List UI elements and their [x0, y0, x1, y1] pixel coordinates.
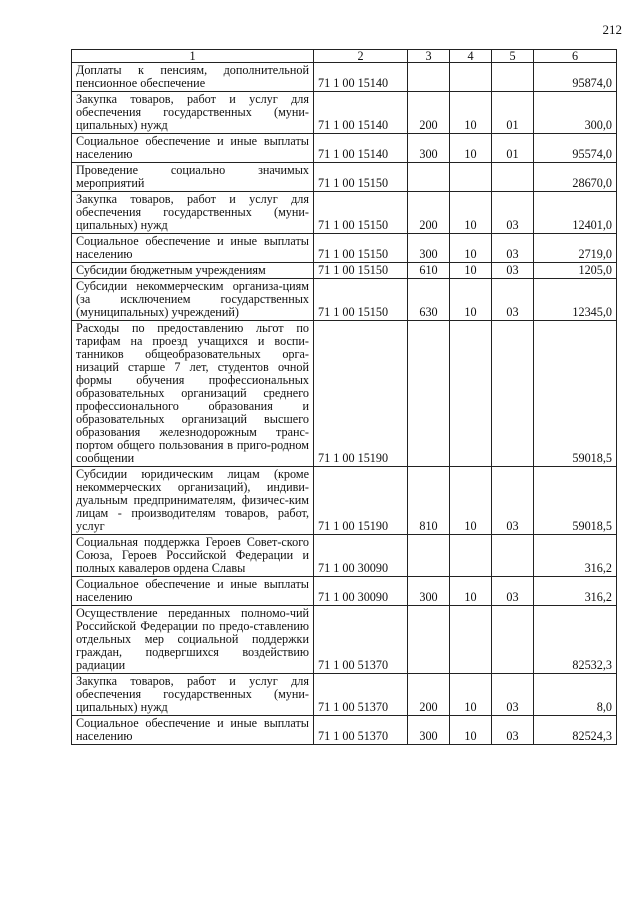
- row-subsection: 01: [492, 92, 534, 134]
- row-target-code: 71 1 00 30090: [314, 535, 408, 577]
- row-amount: 95874,0: [534, 63, 617, 92]
- column-header: 1: [72, 50, 314, 63]
- row-description: Социальное обеспечение и иные выплаты населению: [72, 577, 314, 606]
- row-target-code: 71 1 00 51370: [314, 716, 408, 745]
- row-subsection: [492, 63, 534, 92]
- table-row: [72, 234, 617, 263]
- row-subsection: 03: [492, 192, 534, 234]
- row-target-code: 71 1 00 15190: [314, 467, 408, 535]
- row-target-code: 71 1 00 15150: [314, 234, 408, 263]
- row-expense-type: 610: [408, 263, 450, 279]
- row-section: [450, 606, 492, 674]
- row-expense-type: 300: [408, 716, 450, 745]
- row-description: Социальное обеспечение и иные выплаты населению: [72, 716, 314, 745]
- table-row: [72, 134, 617, 163]
- row-section: [450, 321, 492, 467]
- row-amount: 28670,0: [534, 163, 617, 192]
- row-subsection: 03: [492, 674, 534, 716]
- table-row: [72, 321, 617, 467]
- row-amount: 316,2: [534, 535, 617, 577]
- row-amount: 1205,0: [534, 263, 617, 279]
- table-row: [72, 606, 617, 674]
- row-amount: 82532,3: [534, 606, 617, 674]
- row-section: 10: [450, 192, 492, 234]
- row-target-code: 71 1 00 30090: [314, 577, 408, 606]
- row-subsection: [492, 321, 534, 467]
- row-subsection: 03: [492, 279, 534, 321]
- row-description: Осуществление переданных полномо-чий Российской Федерации по предо-ставлению отдельных мер социальной поддержки граждан, подвергшихся воздействию радиации: [72, 606, 314, 674]
- row-amount: 12401,0: [534, 192, 617, 234]
- row-description: Субсидии юридическим лицам (кроме некоммерческих организаций), индиви-дуальным предпринимателям, физичес-ким лицам - производителям товаров, работ, услуг: [72, 467, 314, 535]
- row-description: Проведение социально значимых мероприятий: [72, 163, 314, 192]
- table-row: [72, 192, 617, 234]
- row-amount: 59018,5: [534, 467, 617, 535]
- row-amount: 82524,3: [534, 716, 617, 745]
- row-amount: 2719,0: [534, 234, 617, 263]
- row-expense-type: [408, 606, 450, 674]
- row-subsection: 03: [492, 263, 534, 279]
- row-description: Доплаты к пенсиям, дополнительной пенсионное обеспечение: [72, 63, 314, 92]
- row-expense-type: [408, 321, 450, 467]
- table-row: [72, 577, 617, 606]
- row-amount: 8,0: [534, 674, 617, 716]
- table-row: [72, 467, 617, 535]
- row-amount: 316,2: [534, 577, 617, 606]
- row-expense-type: 630: [408, 279, 450, 321]
- row-section: [450, 63, 492, 92]
- row-subsection: [492, 163, 534, 192]
- row-target-code: 71 1 00 51370: [314, 674, 408, 716]
- column-header: 5: [492, 50, 534, 63]
- row-target-code: 71 1 00 15150: [314, 263, 408, 279]
- table-row: [72, 279, 617, 321]
- row-amount: 95574,0: [534, 134, 617, 163]
- row-expense-type: 300: [408, 234, 450, 263]
- row-expense-type: [408, 63, 450, 92]
- column-header: 2: [314, 50, 408, 63]
- row-section: 10: [450, 134, 492, 163]
- row-section: [450, 535, 492, 577]
- row-expense-type: 200: [408, 192, 450, 234]
- table-row: [72, 92, 617, 134]
- row-description: Закупка товаров, работ и услуг для обеспечения государственных (муни-ципальных) нужд: [72, 192, 314, 234]
- table-row: [72, 716, 617, 745]
- row-subsection: 01: [492, 134, 534, 163]
- budget-table: [71, 49, 617, 745]
- row-subsection: 03: [492, 467, 534, 535]
- row-target-code: 71 1 00 51370: [314, 606, 408, 674]
- row-description: Социальное обеспечение и иные выплаты населению: [72, 234, 314, 263]
- row-description: Социальное обеспечение и иные выплаты населению: [72, 134, 314, 163]
- row-expense-type: 300: [408, 134, 450, 163]
- table-row: [72, 263, 617, 279]
- row-target-code: 71 1 00 15140: [314, 134, 408, 163]
- row-target-code: 71 1 00 15150: [314, 192, 408, 234]
- row-subsection: [492, 606, 534, 674]
- row-target-code: 71 1 00 15150: [314, 279, 408, 321]
- table-row: [72, 163, 617, 192]
- row-expense-type: 810: [408, 467, 450, 535]
- row-subsection: [492, 535, 534, 577]
- row-subsection: 03: [492, 577, 534, 606]
- row-section: 10: [450, 234, 492, 263]
- row-description: Закупка товаров, работ и услуг для обеспечения государственных (муни-ципальных) нужд: [72, 92, 314, 134]
- row-target-code: 71 1 00 15190: [314, 321, 408, 467]
- row-expense-type: [408, 163, 450, 192]
- row-amount: 300,0: [534, 92, 617, 134]
- row-section: 10: [450, 467, 492, 535]
- row-section: 10: [450, 279, 492, 321]
- row-expense-type: 200: [408, 674, 450, 716]
- table-row: [72, 674, 617, 716]
- row-description: Социальная поддержка Героев Совет-ского Союза, Героев Российской Федерации и полных кавалеров ордена Славы: [72, 535, 314, 577]
- row-description: Субсидии бюджетным учреждениям: [72, 263, 314, 279]
- row-target-code: 71 1 00 15140: [314, 63, 408, 92]
- table-header-row: [72, 50, 617, 63]
- row-section: [450, 163, 492, 192]
- page-number: 212: [602, 22, 622, 37]
- row-description: Субсидии некоммерческим организа-циям (за исключением государственных (муниципальных) учреждений): [72, 279, 314, 321]
- row-section: 10: [450, 716, 492, 745]
- row-target-code: 71 1 00 15150: [314, 163, 408, 192]
- row-section: 10: [450, 577, 492, 606]
- row-expense-type: 200: [408, 92, 450, 134]
- row-expense-type: [408, 535, 450, 577]
- row-target-code: 71 1 00 15140: [314, 92, 408, 134]
- row-section: 10: [450, 674, 492, 716]
- row-section: 10: [450, 92, 492, 134]
- row-description: Закупка товаров, работ и услуг для обеспечения государственных (муни-ципальных) нужд: [72, 674, 314, 716]
- table-row: [72, 63, 617, 92]
- column-header: 6: [534, 50, 617, 63]
- row-subsection: 03: [492, 234, 534, 263]
- table-row: [72, 535, 617, 577]
- row-description: Расходы по предоставлению льгот по тарифам на проезд учащихся и воспи-танников общеобразовательных орга-низаций старше 7 лет, студентов очной формы обучения профессиональных образовательных организаций среднего профессионального образования и образовательных организаций высшего образования железнодорожным транс-портом общего пользования в приго-родном сообщении: [72, 321, 314, 467]
- row-section: 10: [450, 263, 492, 279]
- row-subsection: 03: [492, 716, 534, 745]
- row-amount: 12345,0: [534, 279, 617, 321]
- row-amount: 59018,5: [534, 321, 617, 467]
- row-expense-type: 300: [408, 577, 450, 606]
- column-header: 3: [408, 50, 450, 63]
- column-header: 4: [450, 50, 492, 63]
